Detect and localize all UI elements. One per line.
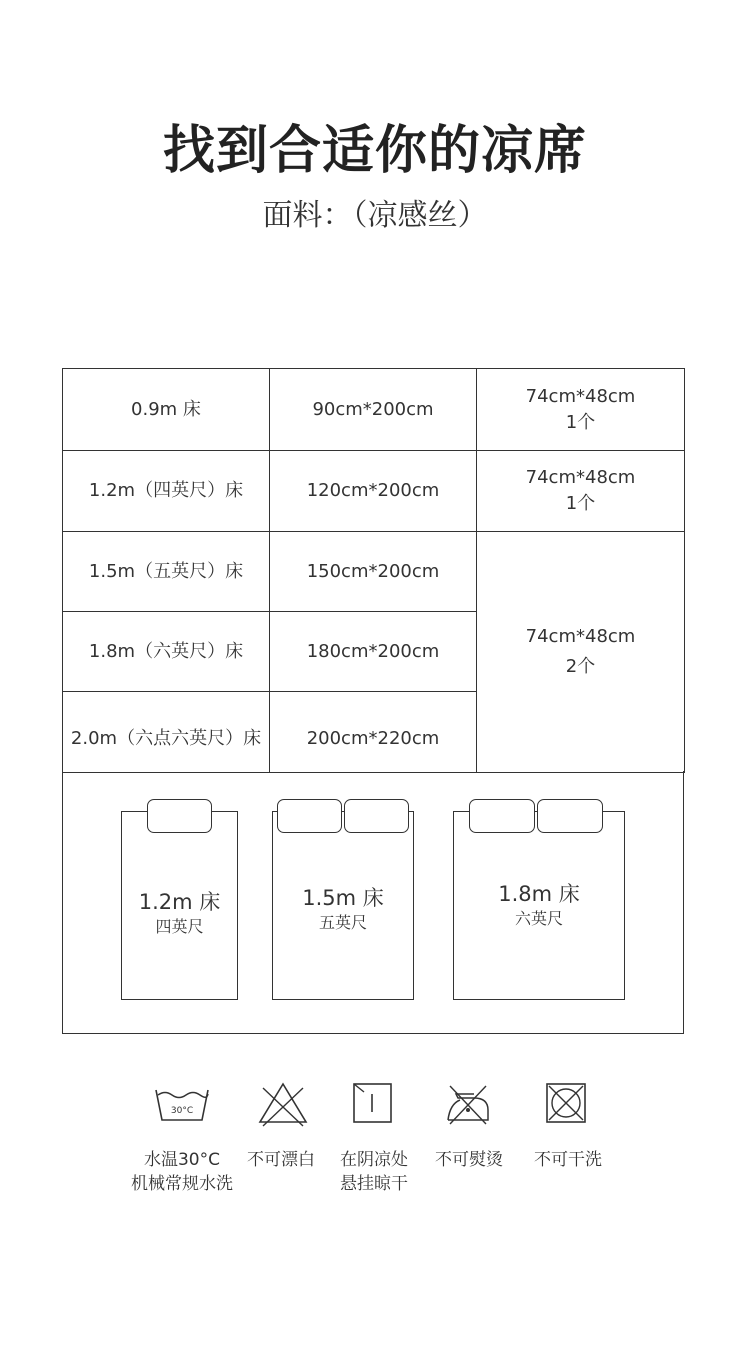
care-line: 水温30°C	[143, 1150, 220, 1170]
care-line: 机械常规水洗	[131, 1174, 233, 1194]
bed-1-2m-diagram	[121, 811, 238, 1000]
wash-30-icon	[153, 1080, 211, 1128]
bed-size-cell: 0.9m 床	[63, 369, 270, 451]
page-title: 找到合适你的凉席	[162, 121, 587, 181]
mattress-size-cell: 200cm*220cm	[270, 692, 477, 773]
mattress-size-cell: 150cm*200cm	[270, 532, 477, 612]
pillow-size: 74cm*48cm	[525, 385, 636, 407]
bed-size-cell: 1.2m（四英尺）床	[63, 451, 270, 532]
bed-diagram-panel	[62, 771, 684, 1034]
no-bleach-icon	[257, 1080, 309, 1128]
pillow-icon	[147, 799, 212, 833]
care-label-no-bleach	[240, 1148, 322, 1172]
care-label-no-iron	[426, 1148, 512, 1172]
pillow-size: 74cm*48cm	[525, 467, 636, 488]
no-iron-icon	[444, 1080, 492, 1128]
bed-label: 1.5m 床	[302, 886, 384, 910]
mattress-size-cell: 180cm*200cm	[270, 612, 477, 692]
pillow-count: 1个	[565, 411, 596, 433]
fabric-subtitle: 面料：（凉感丝）	[262, 198, 488, 233]
bed-1-8m-diagram	[453, 811, 625, 1000]
pillow-icon	[537, 799, 603, 833]
table-row	[63, 451, 685, 532]
bed-label: 1.2m 床	[138, 890, 221, 914]
dry-in-shade-icon	[352, 1080, 394, 1128]
bed-1-5m-diagram	[272, 811, 414, 1000]
care-line: 悬挂晾干	[340, 1174, 408, 1194]
care-line: 不可熨烫	[435, 1150, 503, 1170]
pillow-count: 1个	[565, 493, 596, 514]
care-line: 不可漂白	[247, 1150, 315, 1170]
bed-size-cell: 2.0m（六点六英尺）床	[63, 692, 270, 773]
mattress-size-cell: 90cm*200cm	[270, 369, 477, 451]
table-row	[63, 369, 685, 451]
bed-sublabel: 六英尺	[514, 909, 563, 928]
care-label-wash	[120, 1148, 244, 1196]
mattress-size-cell: 120cm*200cm	[270, 451, 477, 532]
pillow-icon	[344, 799, 409, 833]
bed-sublabel: 四英尺	[155, 917, 204, 936]
care-label-dry-shade	[330, 1148, 418, 1196]
pillow-icon	[469, 799, 535, 833]
wash-temp-text: 30°C	[170, 1106, 194, 1116]
care-line: 在阴凉处	[340, 1150, 408, 1170]
no-dry-clean-icon	[545, 1080, 587, 1128]
bed-label: 1.8m 床	[498, 882, 580, 906]
table-row	[63, 532, 685, 612]
bed-size-cell: 1.8m（六英尺）床	[63, 612, 270, 692]
pillow-count: 2个	[565, 656, 596, 677]
pillow-cell	[477, 369, 685, 451]
pillow-cell	[477, 451, 685, 532]
pillow-icon	[277, 799, 342, 833]
care-line: 不可干洗	[534, 1150, 602, 1170]
pillow-cell-shared	[477, 532, 685, 773]
pillow-size: 74cm*48cm	[525, 626, 636, 647]
size-table	[62, 368, 685, 773]
bed-size-cell: 1.5m（五英尺）床	[63, 532, 270, 612]
care-label-no-dry-clean	[524, 1148, 612, 1172]
bed-sublabel: 五英尺	[318, 913, 367, 932]
